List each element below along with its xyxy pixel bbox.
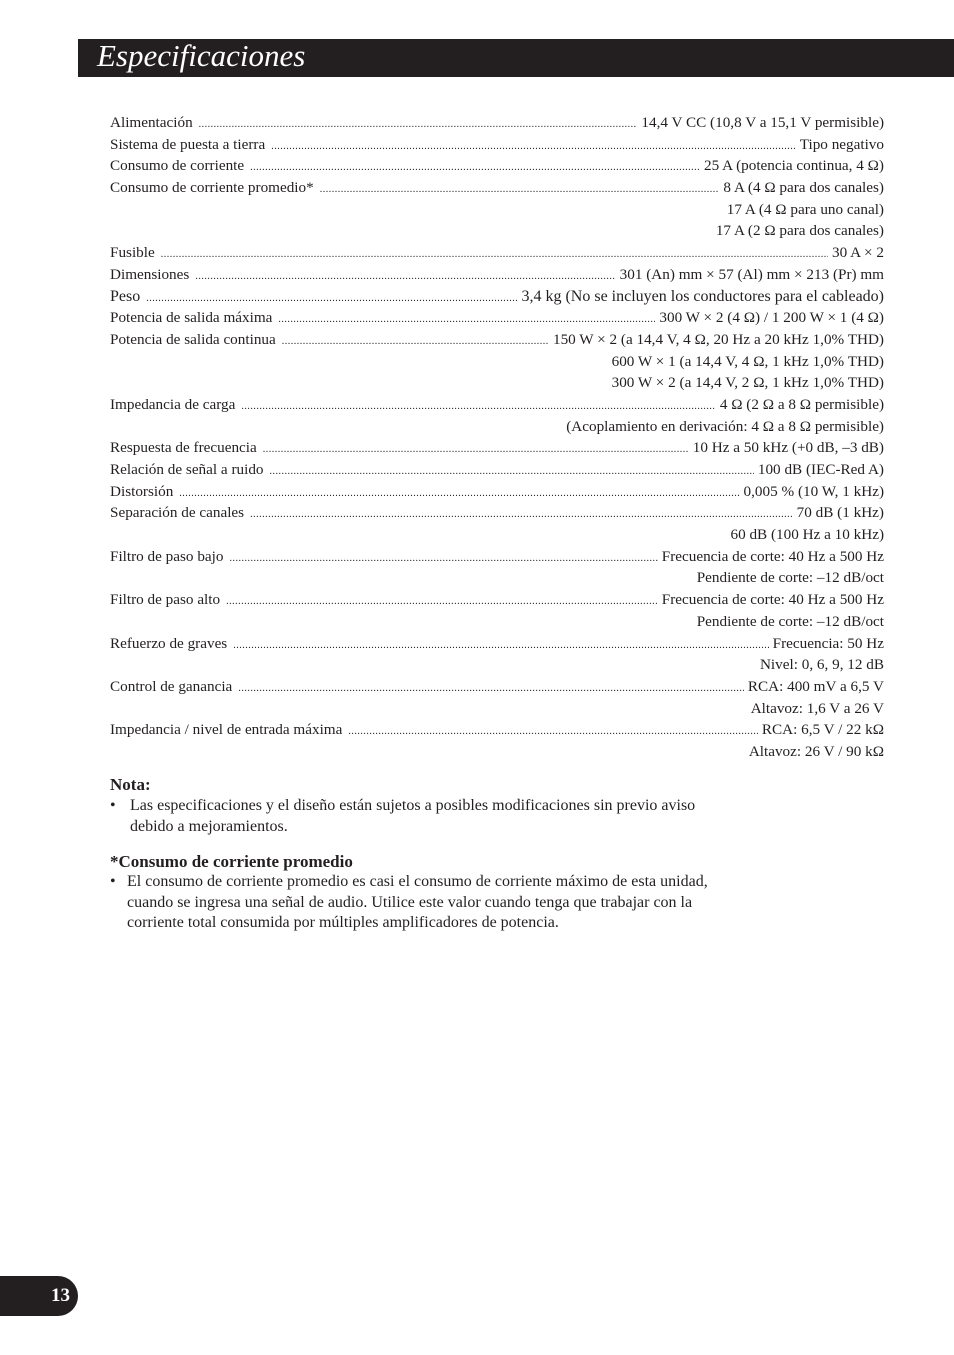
spec-value: Frecuencia de corte: 40 Hz a 500 Hz [661, 591, 884, 609]
average-current-text: El consumo de corriente promedio es casi el consumo de corriente máximo de esta unidad, cuando se ingresa una señal de audio. Utilice este valor cuando tenga que trabajar con la corriente total consumida por múltiples amplificadores de potencia. [127, 873, 708, 931]
spec-row [110, 177, 884, 199]
spec-value: 300 W × 2 (a 14,4 V, 2 Ω, 1 kHz 1,0% THD) [611, 374, 884, 392]
spec-value: RCA: 400 mV a 6,5 V [747, 677, 884, 695]
spec-row [110, 264, 884, 286]
note-section [110, 775, 730, 837]
spec-label: Respuesta de frecuencia [110, 439, 257, 457]
specifications-list [110, 112, 884, 763]
spec-label: Fusible [110, 244, 155, 262]
spec-row [110, 155, 884, 177]
spec-row-continuation [110, 611, 884, 633]
page-title: Especificaciones [97, 38, 306, 73]
spec-value: Frecuencia: 50 Hz [772, 634, 884, 652]
dot-leader [282, 331, 549, 353]
spec-value: 301 (An) mm × 57 (Al) mm × 213 (Pr) mm [619, 265, 884, 283]
spec-label: Sistema de puesta a tierra [110, 135, 266, 153]
spec-row [110, 307, 884, 329]
spec-value: 30 A × 2 [831, 244, 884, 262]
spec-row [110, 546, 884, 568]
spec-row-continuation [110, 351, 884, 373]
spec-label: Refuerzo de graves [110, 634, 228, 652]
spec-value: 150 W × 2 (a 14,4 V, 4 Ω, 20 Hz a 20 kHz 1,0% THD) [552, 330, 884, 348]
spec-label: Consumo de corriente [110, 157, 245, 175]
spec-label: Control de ganancia [110, 677, 233, 695]
note-text: Las especificaciones y el diseño están sujetos a posibles modificaciones sin previo aviso debido a mejoramientos. [130, 797, 696, 835]
dot-leader [199, 114, 638, 136]
page-number-tab [0, 1276, 78, 1316]
bullet-glyph: • [110, 873, 116, 890]
spec-value: Frecuencia de corte: 40 Hz a 500 Hz [661, 547, 884, 565]
spec-value: 70 dB (1 kHz) [796, 504, 884, 522]
dot-leader [263, 439, 689, 461]
spec-value: Tipo negativo [799, 135, 884, 153]
note-heading: Nota: [110, 775, 151, 794]
spec-row-continuation [110, 741, 884, 763]
spec-row-continuation [110, 220, 884, 242]
spec-row [110, 676, 884, 698]
spec-row [110, 286, 884, 308]
dot-leader [271, 136, 796, 158]
dot-leader [250, 157, 700, 179]
spec-value: 60 dB (100 Hz a 10 kHz) [730, 526, 884, 544]
spec-value: 17 A (4 Ω para uno canal) [726, 200, 884, 218]
spec-value: Altavoz: 26 V / 90 kΩ [748, 742, 884, 760]
page-header [78, 39, 954, 77]
spec-label: Potencia de salida continua [110, 330, 276, 348]
spec-label: Relación de señal a ruido [110, 461, 264, 478]
average-current-heading: *Consumo de corriente promedio [110, 852, 353, 871]
spec-label: Filtro de paso alto [110, 591, 221, 609]
spec-label: Impedancia / nivel de entrada máxima [110, 721, 343, 739]
spec-value: Altavoz: 1,6 V a 26 V [750, 699, 884, 717]
spec-label: Impedancia de carga [110, 395, 236, 413]
spec-value: RCA: 6,5 V / 22 kΩ [761, 721, 884, 739]
average-current-section [110, 852, 730, 934]
spec-row [110, 481, 884, 503]
dot-leader [250, 504, 793, 526]
dot-leader [146, 288, 517, 310]
spec-row [110, 459, 884, 481]
spec-row-continuation [110, 416, 884, 438]
dot-leader [238, 678, 744, 700]
spec-row [110, 394, 884, 416]
spec-row [110, 242, 884, 264]
spec-row [110, 437, 884, 459]
spec-label: Separación de canales [110, 504, 245, 522]
dot-leader [233, 635, 768, 657]
bullet-glyph: • [110, 797, 116, 814]
spec-value: 14,4 V CC (10,8 V a 15,1 V permisible) [641, 114, 884, 131]
spec-value: Pendiente de corte: –12 dB/oct [696, 612, 884, 630]
note-bullet [110, 796, 730, 837]
spec-value: 10 Hz a 50 kHz (+0 dB, –3 dB) [692, 439, 884, 457]
spec-row-continuation [110, 524, 884, 546]
spec-value: Pendiente de corte: –12 dB/oct [696, 569, 884, 587]
spec-label: Consumo de corriente promedio* [110, 179, 314, 197]
average-current-bullet [110, 872, 730, 934]
spec-row [110, 134, 884, 156]
spec-row [110, 329, 884, 351]
spec-label: Dimensiones [110, 265, 190, 283]
dot-leader [229, 548, 657, 570]
spec-value: 8 A (4 Ω para dos canales) [723, 179, 884, 197]
spec-value: 0,005 % (10 W, 1 kHz) [743, 482, 884, 500]
spec-row [110, 633, 884, 655]
spec-value: 100 dB (IEC-Red A) [757, 461, 884, 478]
spec-value: 300 W × 2 (4 Ω) / 1 200 W × 1 (4 Ω) [659, 309, 884, 327]
spec-label: Potencia de salida máxima [110, 309, 273, 327]
dot-leader [270, 461, 754, 483]
spec-row-continuation [110, 654, 884, 676]
spec-row [110, 112, 884, 134]
spec-row [110, 719, 884, 741]
spec-row-continuation [110, 567, 884, 589]
dot-leader [161, 244, 828, 266]
spec-label: Peso [110, 287, 141, 305]
dot-leader [278, 309, 655, 331]
dot-leader [241, 396, 715, 418]
dot-leader [195, 266, 615, 288]
dot-leader [226, 591, 658, 613]
spec-label: Filtro de paso bajo [110, 547, 224, 565]
spec-label: Distorsión [110, 482, 174, 500]
spec-value: (Acoplamiento en derivación: 4 Ω a 8 Ω permisible) [566, 417, 884, 435]
page-number: 13 [51, 1285, 70, 1306]
spec-row-continuation [110, 199, 884, 221]
spec-value: 4 Ω (2 Ω a 8 Ω permisible) [719, 395, 884, 413]
spec-value: 25 A (potencia continua, 4 Ω) [704, 157, 884, 175]
spec-label: Alimentación [110, 114, 193, 131]
spec-row [110, 589, 884, 611]
spec-row [110, 502, 884, 524]
dot-leader [348, 721, 758, 743]
spec-value: 17 A (2 Ω para dos canales) [715, 222, 884, 240]
spec-value: 3,4 kg (No se incluyen los conductores para el cableado) [521, 287, 884, 305]
spec-value: Nivel: 0, 6, 9, 12 dB [759, 656, 884, 674]
spec-value: 600 W × 1 (a 14,4 V, 4 Ω, 1 kHz 1,0% THD) [611, 352, 884, 370]
spec-row-continuation [110, 372, 884, 394]
dot-leader [320, 179, 720, 201]
spec-row-continuation [110, 698, 884, 720]
dot-leader [179, 483, 739, 505]
